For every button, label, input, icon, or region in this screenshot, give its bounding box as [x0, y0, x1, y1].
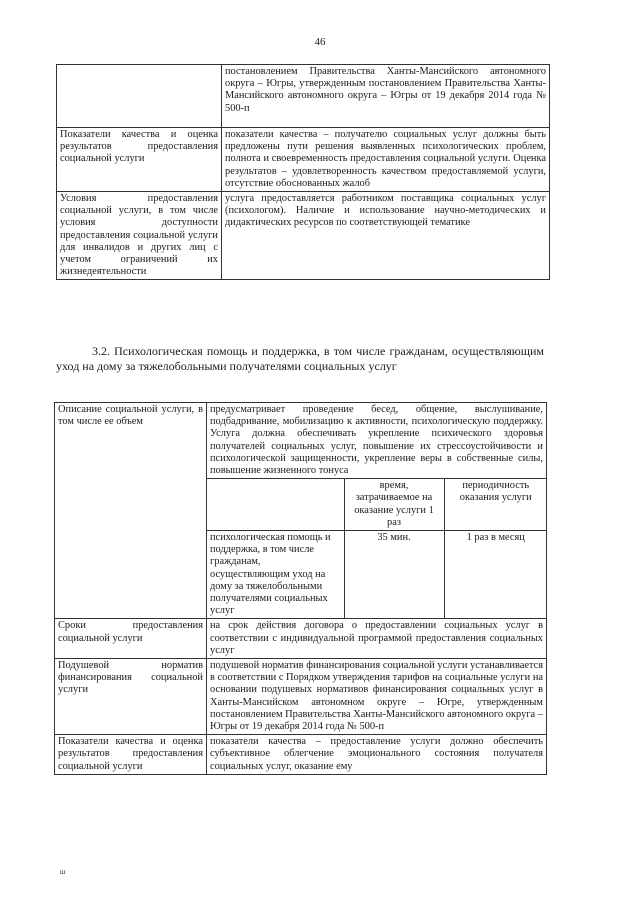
table-cell-empty	[57, 65, 222, 128]
quality-indicators-text: показатели качества – получателю социальных услуг должны быть предложены пути решения выявленных психологических проблем, полнота и своевременность предоставления социальной услуги. Оценка результатов – удовлетворенность качеством предоставляемой услуги, отсутствие обоснованных жалоб	[222, 128, 550, 192]
table-row	[55, 619, 547, 659]
description-label: Описание социальной услуги, в том числе ее объем	[55, 403, 207, 619]
conditions-label: Условия предоставления социальной услуги, в том числе условия доступности предоставления социальной услуги для инвалидов и других лиц с учетом ограничений их жизнедеятельности	[57, 192, 222, 280]
table-row	[57, 128, 550, 192]
quality-label: Показатели качества и оценка результатов предоставления социальной услуги	[55, 735, 207, 775]
table-row	[57, 192, 550, 280]
table-row	[55, 659, 547, 735]
service-table-continued	[56, 64, 550, 280]
footer-mark: ш	[60, 868, 66, 876]
table-row	[55, 403, 547, 619]
quality-indicators-label: Показатели качества и оценка результатов предоставления социальной услуги	[57, 128, 222, 192]
terms-label: Сроки предоставления социальной услуги	[55, 619, 207, 659]
schedule-subtable	[207, 478, 547, 618]
page-number: 46	[314, 36, 326, 48]
service-name-cell: психологическая помощь и поддержка, в том числе гражданам, осуществляющим уход на дому за тяжелобольными получателями социальных услуг	[207, 531, 344, 619]
table-row	[57, 65, 550, 128]
section-heading: 3.2. Психологическая помощь и поддержка, в том числе гражданам, осуществляющим уход на дому за тяжелобольными получателями социальных услуг	[56, 344, 544, 373]
service-table	[54, 402, 547, 775]
time-spent-value: 35 мин.	[344, 531, 444, 619]
per-capita-norm-text: подушевой норматив финансирования социальной услуги устанавливается в соответствии с Порядком утверждения тарифов на социальные услуги на основании подушевых нормативов финансирования социальных услуг в Ханты-Мансийском автономном округе – Югре, утвержденным постановлением Правительства Ханты-Мансийского автономного округа – Югры от 19 декабря 2014 года № 500-п	[207, 659, 547, 735]
table-row	[207, 531, 547, 619]
quality-text: показатели качества – предоставление услуги должно обеспечить субъективное облегчение эмоционального состояния получателя социальных услуг, оказание ему	[207, 735, 547, 775]
description-text: предусматривает проведение бесед, общение, выслушивание, подбадривание, мобилизацию к активности, психологическую поддержку. Услуга должна обеспечивать укрепление психического здоровья получателей социальных услуг, повышение их стрессоустойчивости и психологической защищенности, укрепление веры в собственные силы, повышение жизненного тонуса	[210, 404, 543, 477]
table-row	[55, 735, 547, 775]
subtable-header-empty	[207, 479, 344, 531]
description-cell	[207, 403, 547, 619]
periodicity-value: 1 раз в месяц	[444, 531, 547, 619]
table-cell-resolution-text: постановлением Правительства Ханты-Мансийского автономного округа – Югры, утвержденным постановлением Правительства Ханты-Мансийского автономного округа – Югры от 19 декабря 2014 года № 500-п	[222, 65, 550, 128]
terms-text: на срок действия договора о предоставлении социальных услуг в соответствии с индивидуальной программой предоставления социальных услуг	[207, 619, 547, 659]
time-spent-header: время, затрачиваемое на оказание услуги 1 раз	[344, 479, 444, 531]
per-capita-norm-label: Подушевой норматив финансирования социальной услуги	[55, 659, 207, 735]
table-row	[207, 479, 547, 531]
periodicity-header: периодичность оказания услуги	[444, 479, 547, 531]
conditions-text: услуга предоставляется работником поставщика социальных услуг (психологом). Наличие и использование научно-методических и дидактических ресурсов по соответствующей тематике	[222, 192, 550, 280]
